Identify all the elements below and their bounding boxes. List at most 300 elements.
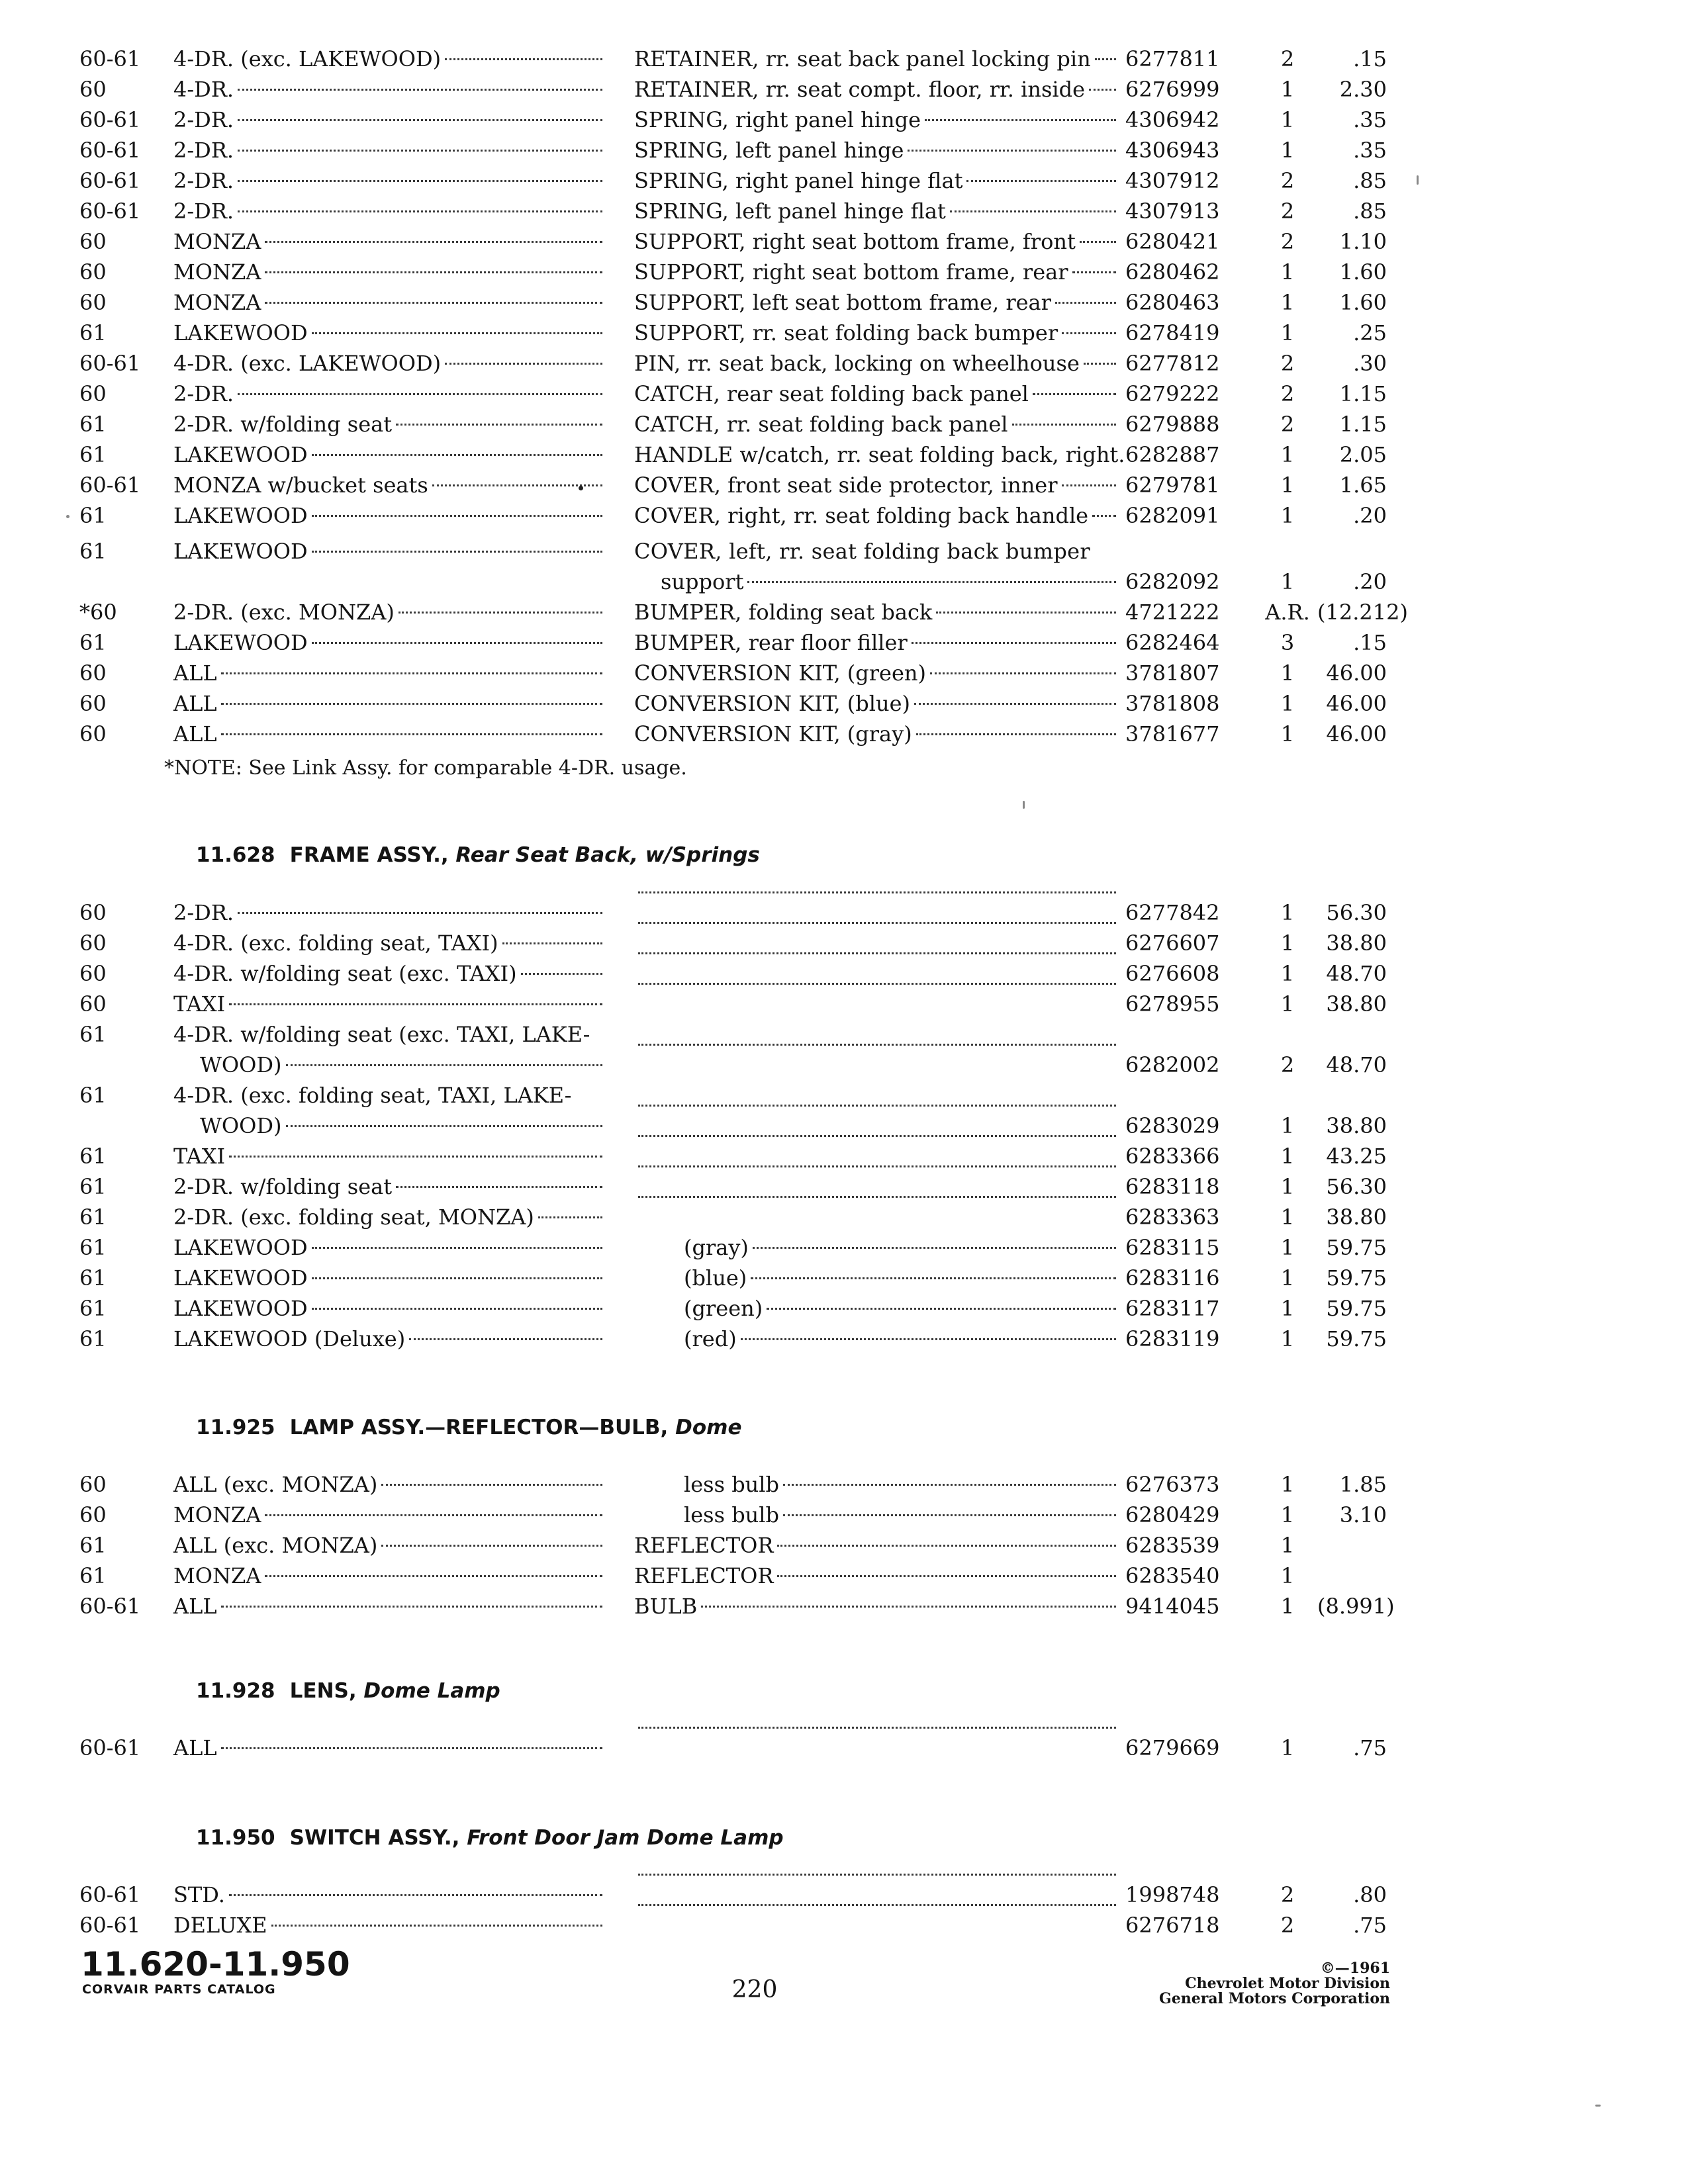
model: ALL — [173, 688, 604, 719]
quantity: 2 — [1280, 1052, 1295, 1077]
price — [1317, 1530, 1387, 1561]
quantity: 3 — [1280, 630, 1295, 655]
part-number: 6279222 — [1125, 381, 1220, 406]
price: 43.25 — [1326, 1144, 1387, 1169]
part-number: 4307912 — [1125, 168, 1220, 193]
model: 4-DR. (exc. folding seat, TAXI) — [173, 928, 604, 958]
section-heading-lamp: 11.925 LAMP ASSY.—REFLECTOR—BULB, Dome — [196, 1416, 742, 1439]
price: .85 — [1353, 199, 1387, 224]
model: LAKEWOOD — [173, 1263, 604, 1293]
parts-row — [0, 1591, 1688, 1621]
parts-row — [0, 1202, 1688, 1232]
model: 2-DR. w/folding seat — [173, 409, 604, 439]
model: ALL — [173, 1733, 604, 1763]
year: 60-61 — [79, 473, 141, 498]
quantity: 2 — [1280, 1913, 1295, 1938]
model: 2-DR. — [173, 196, 604, 226]
part-number: 6276999 — [1125, 77, 1220, 102]
model: DELUXE — [173, 1910, 604, 1940]
quantity: 1 — [1280, 1174, 1295, 1199]
part-number: 6277842 — [1125, 900, 1220, 925]
quantity: 1 — [1280, 931, 1295, 956]
part-number: 6276373 — [1125, 1472, 1220, 1497]
parts-row — [0, 1469, 1688, 1500]
copyright-line: Chevrolet Motor Division — [1185, 1975, 1390, 1992]
year: 61 — [79, 503, 107, 528]
parts-row — [0, 257, 1688, 287]
model: 4-DR. (exc. LAKEWOOD) — [173, 348, 604, 379]
price: 1.65 — [1339, 473, 1387, 498]
description-leader — [634, 1050, 1117, 1080]
part-number: 6282887 — [1125, 442, 1220, 467]
part-number: 6283540 — [1125, 1563, 1220, 1588]
year: 60-61 — [79, 1913, 141, 1938]
year: 60 — [79, 691, 107, 716]
quantity: 1 — [1280, 1472, 1295, 1497]
parts-row — [0, 165, 1688, 196]
year: 61 — [79, 1205, 107, 1230]
part-number: 6283029 — [1125, 1113, 1220, 1138]
quantity: 1 — [1280, 442, 1295, 467]
scan-speck — [1417, 175, 1419, 185]
parts-row — [0, 500, 1688, 531]
price: 59.75 — [1326, 1296, 1387, 1321]
year: 60 — [79, 229, 107, 254]
model: ALL — [173, 658, 604, 688]
parts-row — [0, 1733, 1688, 1763]
model: LAKEWOOD — [173, 439, 604, 470]
model: LAKEWOOD — [173, 1293, 604, 1324]
part-number: 3781808 — [1125, 691, 1220, 716]
quantity: 1 — [1280, 1205, 1295, 1230]
quantity: 1 — [1280, 1235, 1295, 1260]
quantity: 1 — [1280, 1502, 1295, 1527]
copyright-line: General Motors Corporation — [1158, 1990, 1390, 2007]
description: less bulb — [634, 1469, 1117, 1500]
quantity: 1 — [1280, 900, 1295, 925]
page-number: 220 — [731, 1976, 778, 2003]
price: .15 — [1353, 46, 1387, 71]
description: CONVERSION KIT, (blue) — [634, 688, 1117, 719]
year: 60-61 — [79, 351, 141, 376]
year: 61 — [79, 1174, 107, 1199]
year: 61 — [79, 1265, 107, 1291]
price: 1.60 — [1339, 290, 1387, 315]
part-number: 6276608 — [1125, 961, 1220, 986]
model: 2-DR. — [173, 897, 604, 928]
parts-row — [0, 1293, 1688, 1324]
description: SUPPORT, right seat bottom frame, rear — [634, 257, 1117, 287]
description: (blue) — [634, 1263, 1117, 1293]
description — [634, 989, 1117, 1019]
description: COVER, front seat side protector, inner — [634, 470, 1117, 500]
price: 1.60 — [1339, 259, 1387, 285]
price: 2.30 — [1339, 77, 1387, 102]
parts-row — [0, 719, 1688, 749]
quantity: 1 — [1280, 473, 1295, 498]
year: 60-61 — [79, 107, 141, 132]
price: .15 — [1353, 630, 1387, 655]
year: *60 — [79, 600, 117, 625]
description — [634, 1733, 1117, 1763]
price: 1.10 — [1339, 229, 1387, 254]
scan-speck — [66, 515, 70, 518]
quantity: 1 — [1280, 1296, 1295, 1321]
quantity: 1 — [1280, 1594, 1295, 1619]
model: MONZA — [173, 1561, 604, 1591]
description: (red) — [634, 1324, 1117, 1354]
year: 60-61 — [79, 138, 141, 163]
part-number: 6283119 — [1125, 1326, 1220, 1351]
price: .85 — [1353, 168, 1387, 193]
description: SUPPORT, left seat bottom frame, rear — [634, 287, 1117, 318]
model: LAKEWOOD — [173, 1232, 604, 1263]
part-number: 6276718 — [1125, 1913, 1220, 1938]
price: 56.30 — [1326, 900, 1387, 925]
year: 60 — [79, 1472, 107, 1497]
description: RETAINER, rr. seat compt. floor, rr. inside — [634, 74, 1117, 105]
price: 1.15 — [1339, 412, 1387, 437]
parts-row — [0, 105, 1688, 135]
parts-row — [0, 226, 1688, 257]
price: .35 — [1353, 138, 1387, 163]
parts-row — [0, 318, 1688, 348]
price: .75 — [1353, 1913, 1387, 1938]
description-continued: support — [634, 567, 1117, 597]
description: COVER, right, rr. seat folding back handle — [634, 500, 1117, 531]
quantity: 1 — [1280, 138, 1295, 163]
part-number: 6279669 — [1125, 1735, 1220, 1760]
part-number: 6280429 — [1125, 1502, 1220, 1527]
price: 1.15 — [1339, 381, 1387, 406]
footnote: *NOTE: See Link Assy. for comparable 4-DR. usage. — [164, 756, 687, 780]
year: 60 — [79, 1502, 107, 1527]
price: (12.212) — [1317, 600, 1408, 625]
quantity: 1 — [1280, 1144, 1295, 1169]
model: 2-DR. (exc. folding seat, MONZA) — [173, 1202, 604, 1232]
model: 2-DR. — [173, 105, 604, 135]
year: 61 — [79, 1326, 107, 1351]
price: 59.75 — [1326, 1265, 1387, 1291]
part-number: 6283363 — [1125, 1205, 1220, 1230]
model-continued: WOOD) — [173, 1111, 604, 1141]
part-number: 6283118 — [1125, 1174, 1220, 1199]
part-number: 4307913 — [1125, 199, 1220, 224]
price: .30 — [1353, 351, 1387, 376]
price: .75 — [1353, 1735, 1387, 1760]
year: 61 — [79, 1235, 107, 1260]
year: 61 — [79, 320, 107, 345]
year: 60-61 — [79, 46, 141, 71]
part-number: 6278955 — [1125, 991, 1220, 1017]
price: 3.10 — [1339, 1502, 1387, 1527]
year: 60 — [79, 381, 107, 406]
model: MONZA w/bucket seats — [173, 470, 604, 500]
description — [634, 1910, 1117, 1940]
parts-row — [0, 627, 1688, 658]
quantity: 2 — [1280, 1882, 1295, 1907]
quantity: A.R. — [1265, 600, 1310, 625]
copyright-line: ©—1961 — [1320, 1960, 1390, 1977]
parts-row — [0, 597, 1688, 627]
description: BULB — [634, 1591, 1117, 1621]
year: 61 — [79, 630, 107, 655]
year: 60 — [79, 991, 107, 1017]
model: LAKEWOOD — [173, 627, 604, 658]
price: 59.75 — [1326, 1326, 1387, 1351]
quantity: 1 — [1280, 1113, 1295, 1138]
year: 61 — [79, 1083, 107, 1108]
price: 48.70 — [1326, 961, 1387, 986]
year: 60 — [79, 900, 107, 925]
year: 60 — [79, 290, 107, 315]
parts-row — [0, 658, 1688, 688]
part-number: 6277811 — [1125, 46, 1220, 71]
year: 60 — [79, 961, 107, 986]
model: LAKEWOOD — [173, 500, 604, 531]
model: LAKEWOOD (Deluxe) — [173, 1324, 604, 1354]
model: 4-DR. w/folding seat (exc. TAXI, LAKE- — [173, 1022, 590, 1047]
price: .20 — [1353, 569, 1387, 594]
model: ALL — [173, 719, 604, 749]
quantity: 2 — [1280, 229, 1295, 254]
model: 2-DR. — [173, 135, 604, 165]
quantity: 1 — [1280, 77, 1295, 102]
year: 61 — [79, 1296, 107, 1321]
part-number: 1998748 — [1125, 1882, 1220, 1907]
year: 60-61 — [79, 1594, 141, 1619]
part-number: 3781807 — [1125, 660, 1220, 686]
catalog-name: CORVAIR PARTS CATALOG — [82, 1982, 276, 1997]
quantity: 2 — [1280, 381, 1295, 406]
description: CATCH, rr. seat folding back panel — [634, 409, 1117, 439]
part-number: 9414045 — [1125, 1594, 1220, 1619]
quantity: 1 — [1280, 1563, 1295, 1588]
description: BUMPER, folding seat back — [634, 597, 1117, 627]
part-number: 6276607 — [1125, 931, 1220, 956]
price: 1.85 — [1339, 1472, 1387, 1497]
year: 61 — [79, 442, 107, 467]
description: SUPPORT, right seat bottom frame, front — [634, 226, 1117, 257]
part-number: 6282091 — [1125, 503, 1220, 528]
price: 56.30 — [1326, 1174, 1387, 1199]
description: SPRING, left panel hinge flat — [634, 196, 1117, 226]
year: 61 — [79, 1563, 107, 1588]
model: ALL — [173, 1591, 604, 1621]
part-number: 6283117 — [1125, 1296, 1220, 1321]
section-range-code: 11.620-11.950 — [81, 1945, 350, 1983]
year: 60-61 — [79, 199, 141, 224]
part-number: 6280462 — [1125, 259, 1220, 285]
model: TAXI — [173, 989, 604, 1019]
parts-row — [0, 1530, 1688, 1561]
price: .20 — [1353, 503, 1387, 528]
model: ALL (exc. MONZA) — [173, 1530, 604, 1561]
model: 2-DR. — [173, 379, 604, 409]
description: COVER, left, rr. seat folding back bumper — [634, 539, 1091, 564]
part-number: 6282092 — [1125, 569, 1220, 594]
quantity: 1 — [1280, 107, 1295, 132]
price: 46.00 — [1326, 660, 1387, 686]
parts-row — [0, 379, 1688, 409]
year: 60 — [79, 660, 107, 686]
quantity: 2 — [1280, 46, 1295, 71]
model: MONZA — [173, 257, 604, 287]
year: 60 — [79, 721, 107, 747]
model: MONZA — [173, 226, 604, 257]
parts-row — [0, 688, 1688, 719]
price: 59.75 — [1326, 1235, 1387, 1260]
description: SPRING, right panel hinge flat — [634, 165, 1117, 196]
year: 61 — [79, 412, 107, 437]
quantity: 2 — [1280, 168, 1295, 193]
quantity: 1 — [1280, 1265, 1295, 1291]
model: STD. — [173, 1880, 604, 1910]
parts-row — [0, 135, 1688, 165]
price: (8.991) — [1317, 1594, 1395, 1619]
part-number: 6283115 — [1125, 1235, 1220, 1260]
parts-row — [0, 409, 1688, 439]
description: BUMPER, rear floor filler — [634, 627, 1117, 658]
quantity: 1 — [1280, 569, 1295, 594]
model-continued: WOOD) — [173, 1050, 604, 1080]
parts-row — [0, 989, 1688, 1019]
scan-speck — [579, 486, 583, 490]
quantity: 1 — [1280, 721, 1295, 747]
price — [1317, 1561, 1387, 1591]
quantity: 1 — [1280, 961, 1295, 986]
description: CONVERSION KIT, (gray) — [634, 719, 1117, 749]
quantity: 1 — [1280, 259, 1295, 285]
model: 4-DR. (exc. folding seat, TAXI, LAKE- — [173, 1083, 572, 1108]
price: 38.80 — [1326, 991, 1387, 1017]
year: 60 — [79, 259, 107, 285]
year: 61 — [79, 1533, 107, 1558]
quantity: 1 — [1280, 1533, 1295, 1558]
price: .80 — [1353, 1882, 1387, 1907]
quantity: 1 — [1280, 320, 1295, 345]
part-number: 6279781 — [1125, 473, 1220, 498]
parts-row — [0, 470, 1688, 500]
year: 60-61 — [79, 1882, 141, 1907]
model: ALL (exc. MONZA) — [173, 1469, 604, 1500]
part-number: 4306943 — [1125, 138, 1220, 163]
description: RETAINER, rr. seat back panel locking pin — [634, 44, 1117, 74]
description: REFLECTOR — [634, 1561, 1117, 1591]
section-heading-frame: 11.628 FRAME ASSY., Rear Seat Back, w/Springs — [196, 843, 760, 867]
description: HANDLE w/catch, rr. seat folding back, right. — [634, 439, 1117, 470]
part-number: 6279888 — [1125, 412, 1220, 437]
model: 4-DR. — [173, 74, 604, 105]
quantity: 1 — [1280, 1326, 1295, 1351]
parts-row — [0, 196, 1688, 226]
model: 2-DR. (exc. MONZA) — [173, 597, 604, 627]
year: 60 — [79, 77, 107, 102]
year: 60 — [79, 931, 107, 956]
description: PIN, rr. seat back, locking on wheelhouse — [634, 348, 1117, 379]
model: TAXI — [173, 1141, 604, 1171]
model: 4-DR. (exc. LAKEWOOD) — [173, 44, 604, 74]
model: 2-DR. w/folding seat — [173, 1171, 604, 1202]
description: less bulb — [634, 1500, 1117, 1530]
year: 61 — [79, 539, 107, 564]
part-number: 6282002 — [1125, 1052, 1220, 1077]
parts-row — [0, 1561, 1688, 1591]
quantity: 2 — [1280, 199, 1295, 224]
description: REFLECTOR — [634, 1530, 1117, 1561]
quantity: 2 — [1280, 351, 1295, 376]
price: 48.70 — [1326, 1052, 1387, 1077]
quantity: 2 — [1280, 412, 1295, 437]
scan-speck — [1595, 2105, 1601, 2107]
year: 61 — [79, 1144, 107, 1169]
parts-row — [0, 1324, 1688, 1354]
price: 46.00 — [1326, 721, 1387, 747]
parts-row — [0, 74, 1688, 105]
year: 61 — [79, 1022, 107, 1047]
part-number: 6278419 — [1125, 320, 1220, 345]
quantity: 1 — [1280, 660, 1295, 686]
part-number: 6280421 — [1125, 229, 1220, 254]
description: (green) — [634, 1293, 1117, 1324]
price: 38.80 — [1326, 1205, 1387, 1230]
section-heading-switch: 11.950 SWITCH ASSY., Front Door Jam Dome Lamp — [196, 1826, 784, 1850]
copyright-block — [1159, 1961, 1390, 2007]
part-number: 6283116 — [1125, 1265, 1220, 1291]
parts-row — [0, 439, 1688, 470]
model: 4-DR. w/folding seat (exc. TAXI) — [173, 958, 604, 989]
part-number: 6280463 — [1125, 290, 1220, 315]
part-number: 6277812 — [1125, 351, 1220, 376]
section-heading-lens: 11.928 LENS, Dome Lamp — [196, 1679, 500, 1703]
price: .25 — [1353, 320, 1387, 345]
description: CONVERSION KIT, (green) — [634, 658, 1117, 688]
part-number: 4306942 — [1125, 107, 1220, 132]
part-number: 3781677 — [1125, 721, 1220, 747]
year: 60-61 — [79, 168, 141, 193]
model: LAKEWOOD — [173, 318, 604, 348]
price: 46.00 — [1326, 691, 1387, 716]
price: 38.80 — [1326, 931, 1387, 956]
parts-row — [0, 1500, 1688, 1530]
model: MONZA — [173, 1500, 604, 1530]
description — [634, 1202, 1117, 1232]
price: .35 — [1353, 107, 1387, 132]
part-number: 6283539 — [1125, 1533, 1220, 1558]
quantity: 1 — [1280, 503, 1295, 528]
quantity: 1 — [1280, 691, 1295, 716]
quantity: 1 — [1280, 991, 1295, 1017]
parts-row — [0, 1910, 1688, 1940]
description: SUPPORT, rr. seat folding back bumper — [634, 318, 1117, 348]
description: CATCH, rear seat folding back panel — [634, 379, 1117, 409]
year: 60-61 — [79, 1735, 141, 1760]
description: SPRING, right panel hinge — [634, 105, 1117, 135]
model: 2-DR. — [173, 165, 604, 196]
part-number: 6283366 — [1125, 1144, 1220, 1169]
quantity: 1 — [1280, 290, 1295, 315]
part-number: 4721222 — [1125, 600, 1220, 625]
parts-row — [0, 287, 1688, 318]
price: 2.05 — [1339, 442, 1387, 467]
parts-row — [0, 1263, 1688, 1293]
scan-speck — [1023, 801, 1025, 809]
parts-row — [0, 44, 1688, 74]
parts-row — [0, 348, 1688, 379]
model: MONZA — [173, 287, 604, 318]
description: SPRING, left panel hinge — [634, 135, 1117, 165]
parts-row — [0, 1232, 1688, 1263]
